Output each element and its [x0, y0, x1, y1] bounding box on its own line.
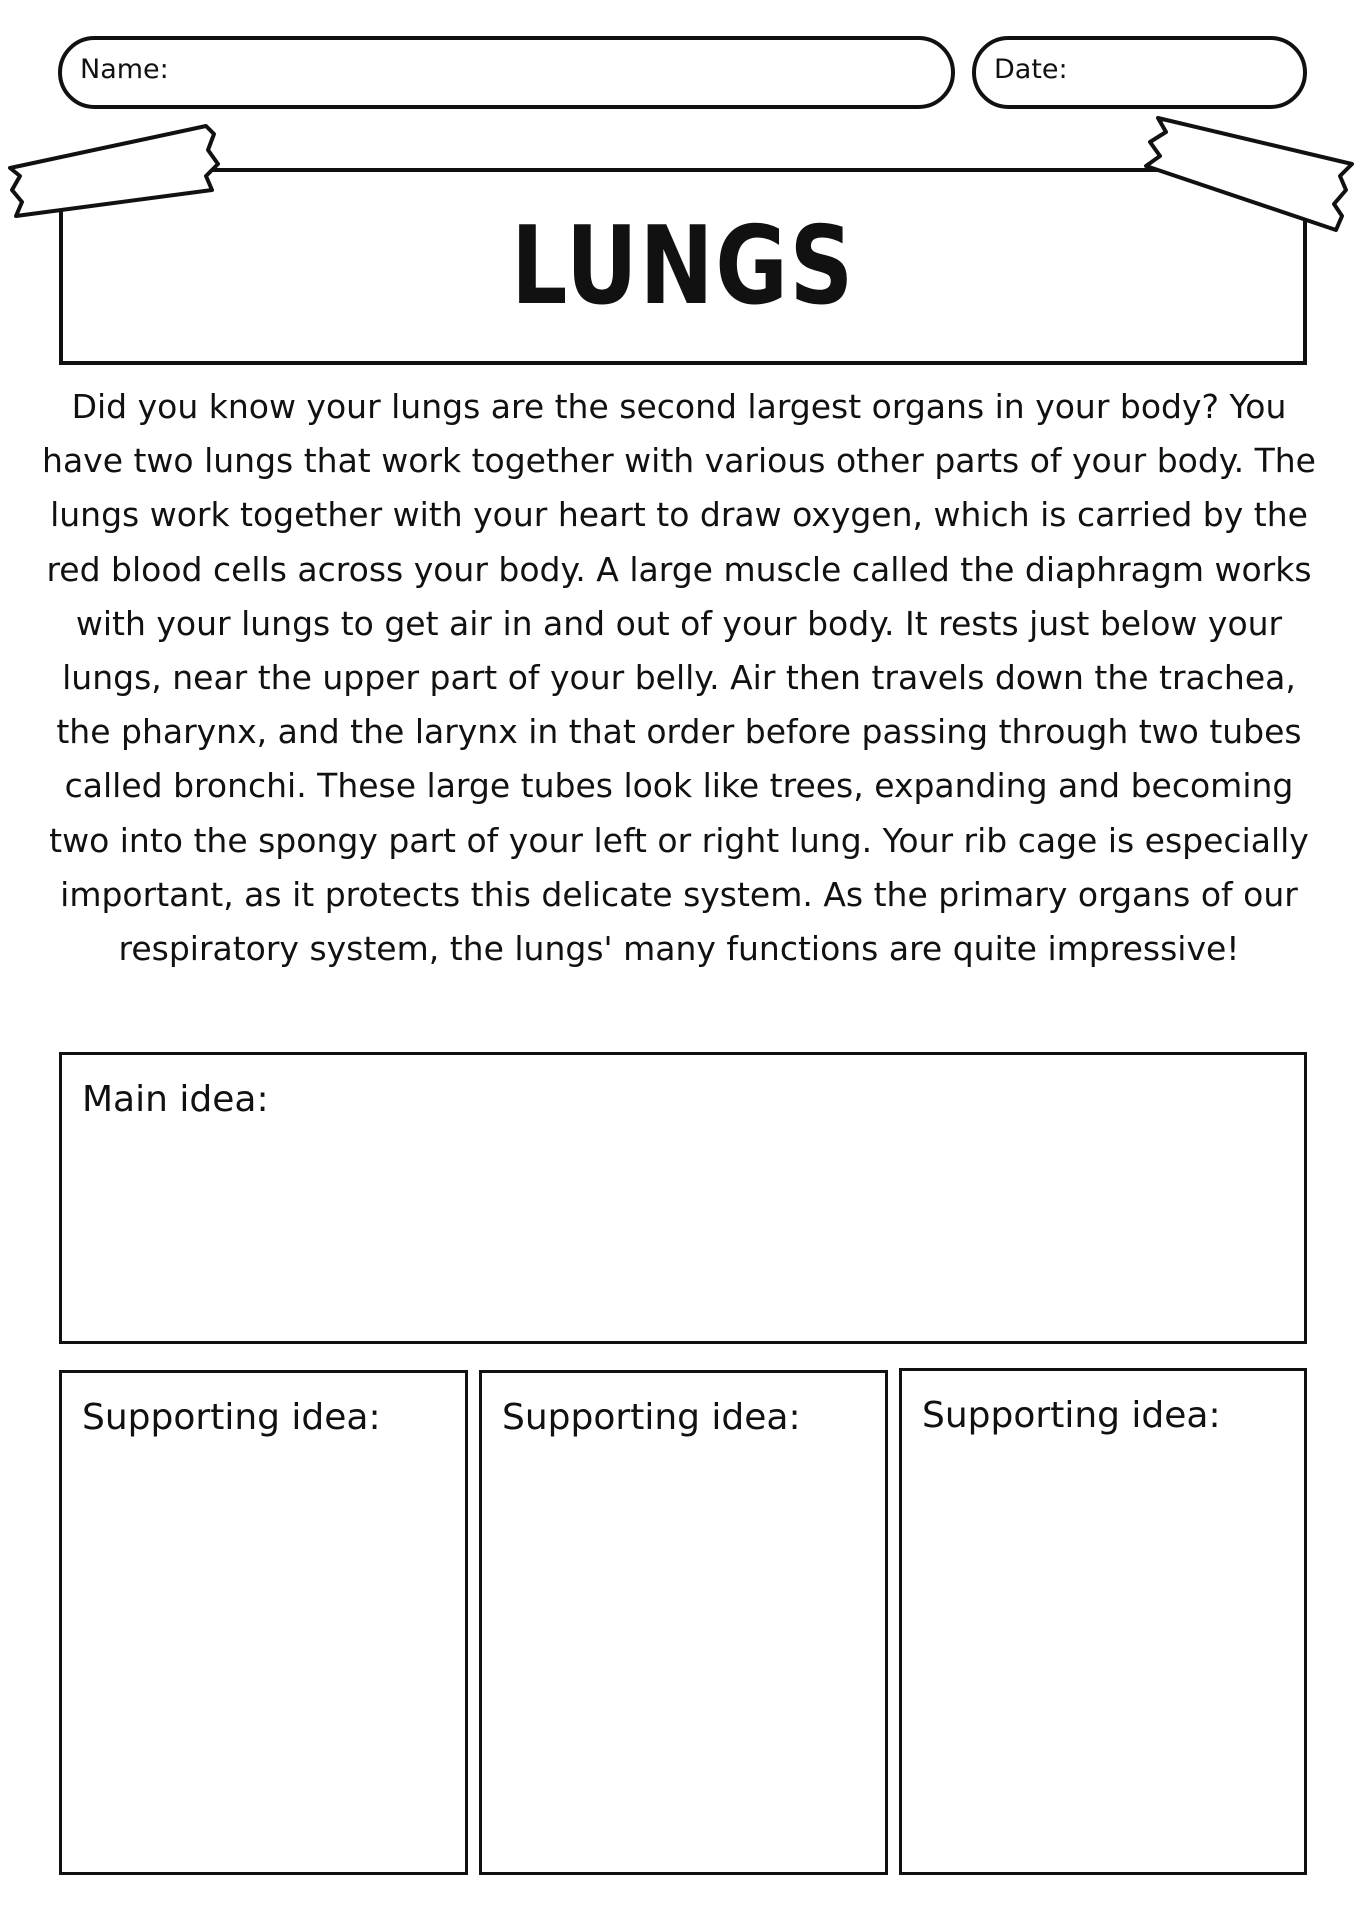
supporting-idea-label: Supporting idea:	[922, 1395, 1221, 1436]
date-label: Date:	[994, 54, 1068, 85]
supporting-idea-box-1[interactable]	[59, 1370, 468, 1875]
main-idea-label: Main idea:	[82, 1079, 269, 1120]
supporting-idea-box-2[interactable]	[479, 1370, 888, 1875]
page-title: LUNGS	[511, 204, 855, 329]
supporting-idea-label: Supporting idea:	[502, 1397, 801, 1438]
tape-decorations	[0, 0, 1358, 260]
tape-left-icon	[10, 126, 218, 216]
tape-right-icon	[1146, 118, 1352, 230]
main-idea-box[interactable]	[59, 1052, 1307, 1344]
supporting-idea-box-3[interactable]	[899, 1368, 1307, 1875]
reading-passage: Did you know your lungs are the second largest organs in your body? You have two lungs that work together with various other parts of your body. The lungs work together with your heart to draw oxygen, which is carried by the red blood cells across your body. A large muscle called the diaphragm works with your lungs to get air in and out of your body. It rests just below your lungs, near the upper part of your belly. Air then travels down the trachea, the pharynx, and the larynx in that order before passing through two tubes called bronchi. These large tubes look like trees, expanding and becoming two into the spongy part of your left or right lung. Your rib cage is especially important, as it protects this delicate system. As the primary organs of our respiratory system, the lungs' many functions are quite impressive!	[42, 387, 1316, 969]
supporting-idea-label: Supporting idea:	[82, 1397, 381, 1438]
name-label: Name:	[80, 54, 169, 85]
